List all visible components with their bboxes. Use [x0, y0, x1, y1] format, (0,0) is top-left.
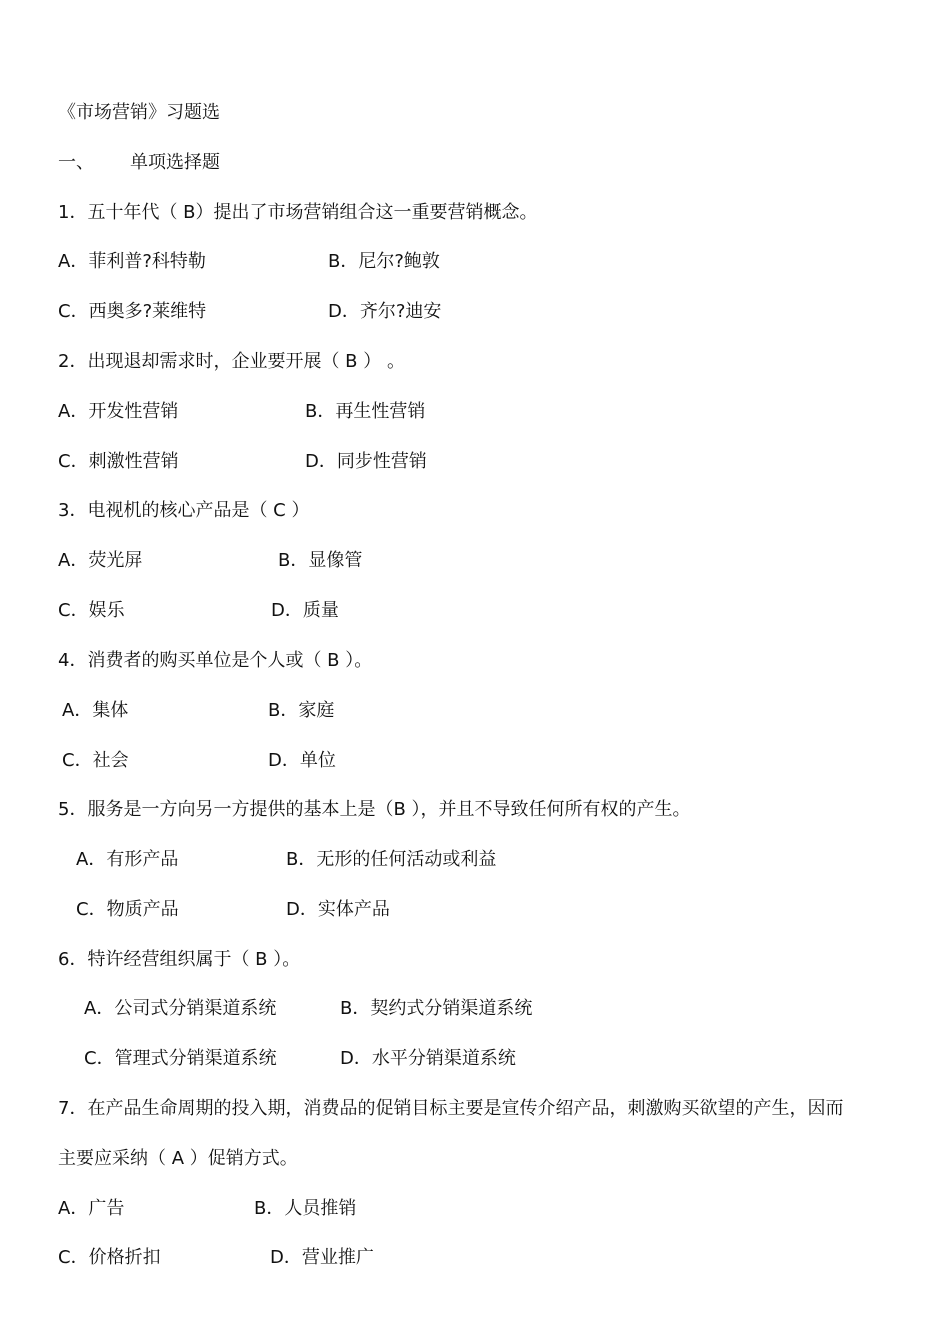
question-6-stem: 6．特许经营组织属于（ B ）。 — [58, 949, 301, 970]
question-7-stem-continued: 主要应采纳（ A ）促销方式。 — [58, 1148, 298, 1169]
question-4-stem: 4．消费者的购买单位是个人或（ B ）。 — [58, 650, 373, 671]
question-1-option-c: C．西奥多?莱维特 — [58, 301, 207, 322]
question-7-stem: 7．在产品生命周期的投入期，消费品的促销目标主要是宣传介绍产品，刺激购买欲望的产生，因而 — [58, 1098, 844, 1119]
question-6-option-b: B．契约式分销渠道系统 — [340, 998, 533, 1019]
question-2-option-a: A．开发性营销 — [58, 401, 179, 422]
document-title: 《市场营销》习题选 — [58, 102, 220, 123]
section-label: 单项选择题 — [130, 152, 220, 173]
question-6-option-a: A．公司式分销渠道系统 — [84, 998, 277, 1019]
question-3-option-d: D．质量 — [271, 600, 339, 621]
question-4-option-b: B．家庭 — [268, 700, 335, 721]
question-3-option-a: A．荧光屏 — [58, 550, 143, 571]
question-5-option-d: D．实体产品 — [286, 899, 390, 920]
question-5-option-c: C．物质产品 — [76, 899, 179, 920]
question-3-stem: 3．电视机的核心产品是（ C ） — [58, 500, 310, 521]
question-1-option-d: D．齐尔?迪安 — [328, 301, 442, 322]
question-6-option-c: C．管理式分销渠道系统 — [84, 1048, 277, 1069]
question-2-option-c: C．刺激性营销 — [58, 451, 179, 472]
section-number: 一、 — [58, 152, 94, 173]
question-6-option-d: D．水平分销渠道系统 — [340, 1048, 516, 1069]
question-7-option-d: D．营业推广 — [270, 1247, 374, 1268]
question-3-option-c: C．娱乐 — [58, 600, 125, 621]
question-1-stem: 1．五十年代（ B）提出了市场营销组合这一重要营销概念。 — [58, 202, 538, 223]
question-7-option-c: C．价格折扣 — [58, 1247, 161, 1268]
question-1-option-a: A．菲利普?科特勒 — [58, 251, 206, 272]
question-5-stem: 5．服务是一方向另一方提供的基本上是（B ），并且不导致任何所有权的产生。 — [58, 799, 691, 820]
question-2-stem: 2．出现退却需求时，企业要开展（ B ） 。 — [58, 351, 405, 372]
question-4-option-a: A．集体 — [62, 700, 129, 721]
question-3-option-b: B．显像管 — [278, 550, 363, 571]
question-7-option-b: B．人员推销 — [254, 1198, 357, 1219]
question-5-option-b: B．无形的任何活动或利益 — [286, 849, 497, 870]
question-7-option-a: A．广告 — [58, 1198, 125, 1219]
question-4-option-d: D．单位 — [268, 750, 336, 771]
question-5-option-a: A．有形产品 — [76, 849, 179, 870]
question-1-option-b: B．尼尔?鲍敦 — [328, 251, 440, 272]
section-heading — [58, 150, 220, 176]
question-2-option-d: D．同步性营销 — [305, 451, 427, 472]
question-4-option-c: C．社会 — [62, 750, 129, 771]
question-2-option-b: B．再生性营销 — [305, 401, 426, 422]
